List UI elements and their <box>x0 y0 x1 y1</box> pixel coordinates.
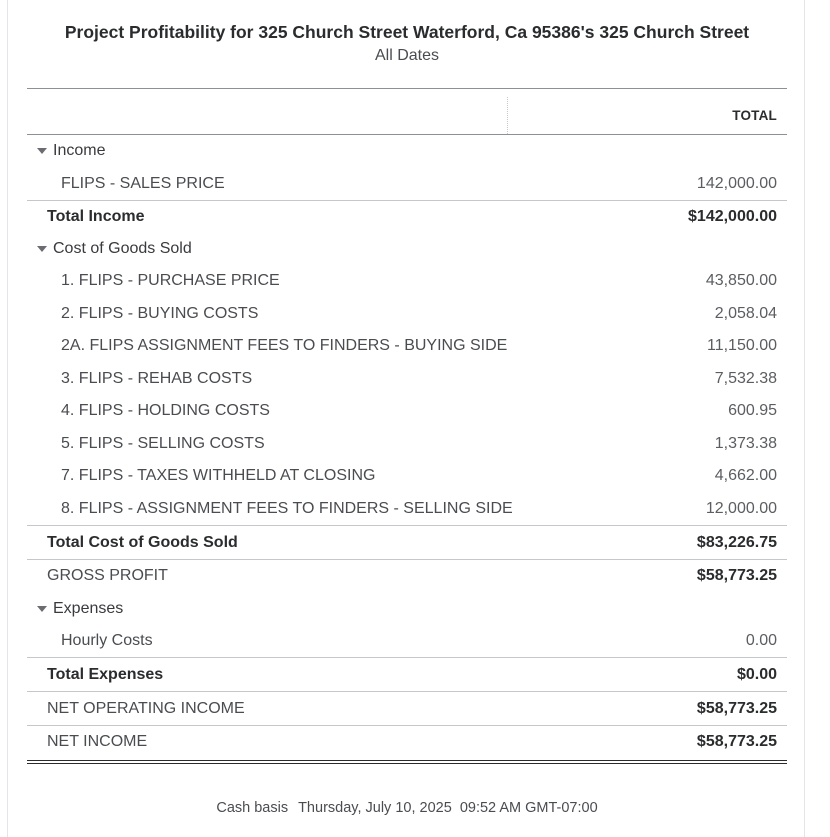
net-income-amount[interactable]: $58,773.25 <box>696 733 777 750</box>
column-divider <box>507 97 508 134</box>
account-amount[interactable]: 142,000.00 <box>696 174 777 192</box>
total-column-header[interactable]: TOTAL <box>732 108 777 123</box>
total-income-row <box>27 200 787 233</box>
gross-profit-row <box>27 559 787 592</box>
total-amount[interactable]: $83,226.75 <box>696 533 777 551</box>
caret-down-icon[interactable] <box>37 148 47 154</box>
total-label: Total Income <box>47 208 145 225</box>
account-label[interactable]: FLIPS - SALES PRICE <box>61 174 225 192</box>
section-label: Income <box>53 142 106 159</box>
double-underline <box>27 760 787 764</box>
caret-down-icon[interactable] <box>37 246 47 252</box>
report-timestamp: Thursday, July 10, 2025 09:52 AM GMT-07:00 <box>298 800 598 816</box>
account-label[interactable]: 8. FLIPS - ASSIGNMENT FEES TO FINDERS - SELLING SIDE <box>61 499 513 517</box>
account-amount[interactable]: 1,373.38 <box>714 434 777 452</box>
account-amount[interactable]: 12,000.00 <box>705 499 777 517</box>
net-operating-income-amount[interactable]: $58,773.25 <box>696 699 777 717</box>
section-income[interactable] <box>27 135 787 167</box>
account-amount[interactable]: 600.95 <box>728 402 777 420</box>
total-label: Total Expenses <box>47 665 164 683</box>
table-header <box>27 89 787 135</box>
list-item[interactable] <box>27 493 787 526</box>
list-item[interactable] <box>27 395 787 428</box>
report-title: Project Profitability for 325 Church Street Waterford, Ca 95386's 325 Church Street <box>64 22 750 42</box>
net-income-label: NET INCOME <box>47 733 148 750</box>
caret-down-icon[interactable] <box>37 606 47 612</box>
gross-profit-amount[interactable]: $58,773.25 <box>696 567 777 584</box>
list-item[interactable] <box>27 625 787 657</box>
list-item[interactable] <box>27 428 787 461</box>
account-label[interactable]: 3. FLIPS - REHAB COSTS <box>61 369 253 387</box>
total-label: Total Cost of Goods Sold <box>47 533 238 551</box>
account-label[interactable]: 1. FLIPS - PURCHASE PRICE <box>61 272 280 290</box>
report-table <box>27 88 787 764</box>
report-footer <box>8 800 806 816</box>
list-item[interactable] <box>27 298 787 331</box>
accounting-basis: Cash basis <box>216 800 289 816</box>
account-label[interactable]: Hourly Costs <box>61 632 153 649</box>
section-label: Expenses <box>53 599 124 617</box>
list-item[interactable] <box>27 265 787 298</box>
account-label[interactable]: 2. FLIPS - BUYING COSTS <box>61 304 259 322</box>
account-amount[interactable]: 4,662.00 <box>714 467 777 485</box>
list-item[interactable] <box>27 363 787 396</box>
list-item[interactable] <box>27 460 787 493</box>
section-expenses[interactable] <box>27 592 787 625</box>
net-income-row <box>27 725 787 758</box>
total-amount[interactable]: $142,000.00 <box>688 208 777 225</box>
list-item[interactable] <box>27 330 787 363</box>
account-amount[interactable]: 43,850.00 <box>705 272 777 290</box>
list-item[interactable] <box>27 167 787 200</box>
total-amount[interactable]: $0.00 <box>736 665 777 683</box>
report-date-range: All Dates <box>374 47 440 64</box>
account-label[interactable]: 2A. FLIPS ASSIGNMENT FEES TO FINDERS - BUYING SIDE <box>61 337 508 355</box>
account-label[interactable]: 7. FLIPS - TAXES WITHHELD AT CLOSING <box>61 467 376 485</box>
total-expenses-row <box>27 657 787 691</box>
account-label[interactable]: 5. FLIPS - SELLING COSTS <box>61 434 265 452</box>
account-amount[interactable]: 11,150.00 <box>707 337 777 355</box>
account-amount[interactable]: 0.00 <box>745 632 777 649</box>
section-cogs[interactable] <box>27 233 787 265</box>
gross-profit-label: GROSS PROFIT <box>47 567 168 584</box>
net-operating-income-label: NET OPERATING INCOME <box>47 699 245 717</box>
section-label: Cost of Goods Sold <box>53 240 192 257</box>
account-label[interactable]: 4. FLIPS - HOLDING COSTS <box>61 402 270 420</box>
account-amount[interactable]: 2,058.04 <box>714 304 777 322</box>
account-amount[interactable]: 7,532.38 <box>714 369 777 387</box>
total-cogs-row <box>27 525 787 559</box>
report-sheet <box>7 0 805 837</box>
net-operating-income-row <box>27 691 787 725</box>
